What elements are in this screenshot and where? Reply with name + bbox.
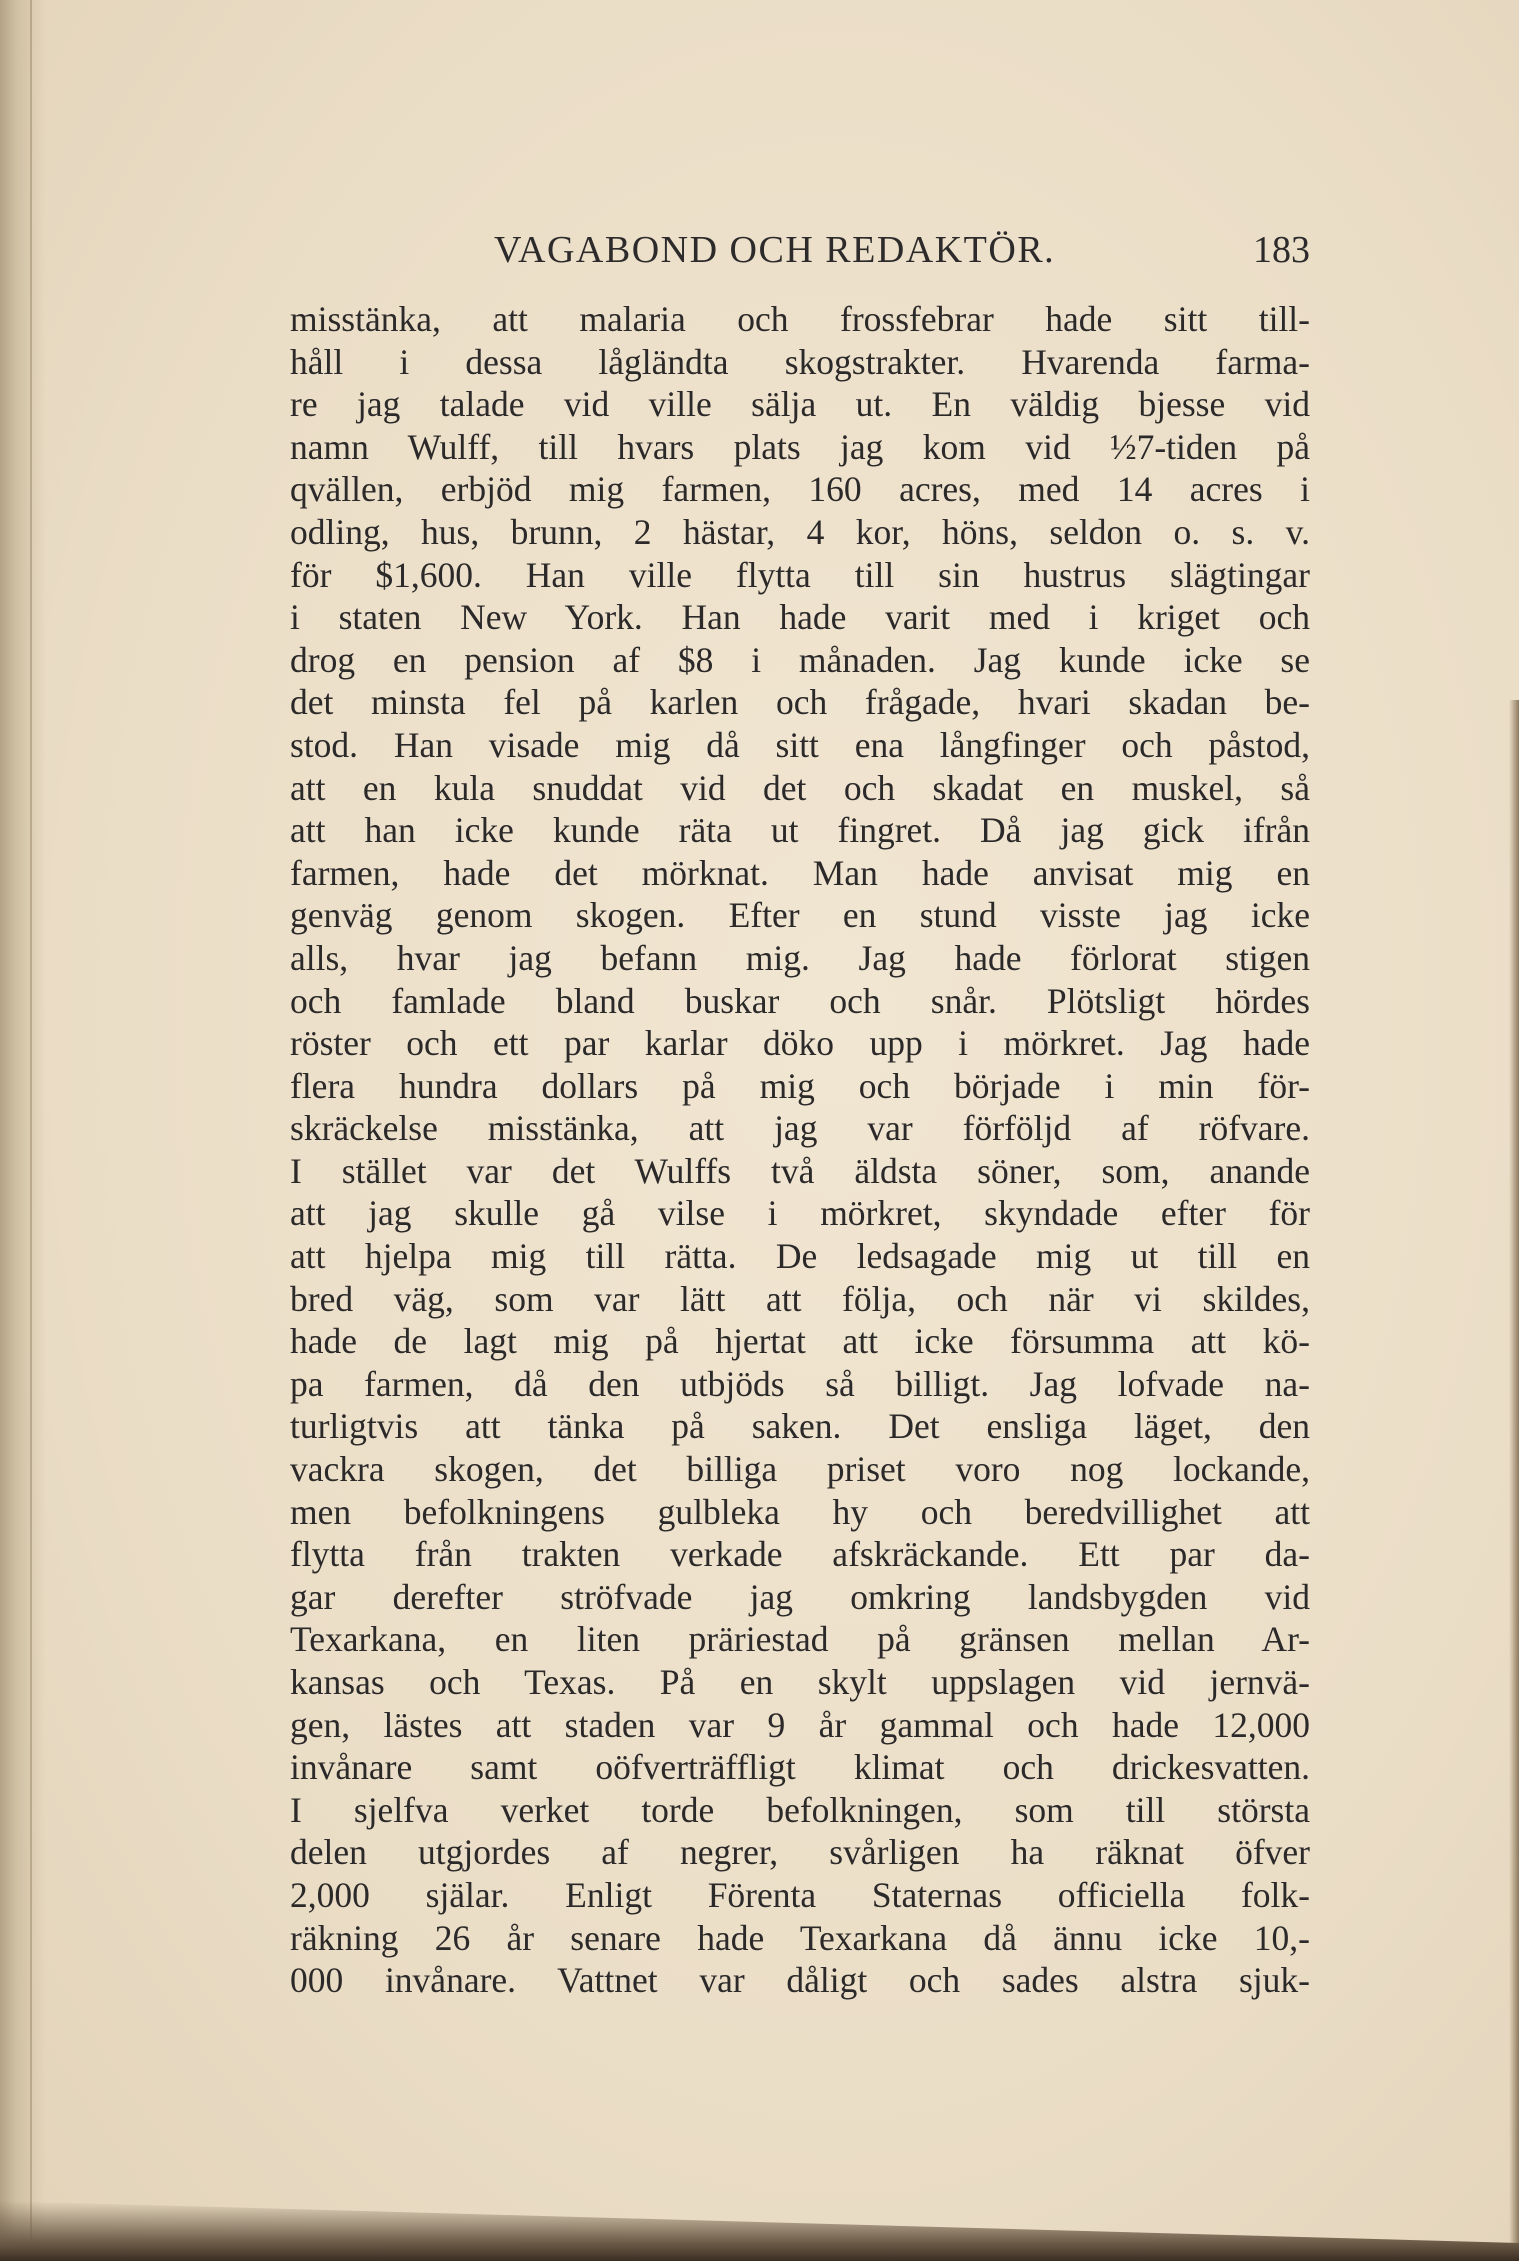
text-line: håll i dessa lågländta skogstrakter. Hvarenda farma- bbox=[290, 341, 1310, 382]
text-line: stod. Han visade mig då sitt ena långfinger och påstod, bbox=[290, 724, 1310, 765]
text-line: qvällen, erbjöd mig farmen, 160 acres, med 14 acres i bbox=[290, 469, 1310, 510]
text-line: 2,000 själar. Enligt Förenta Staternas officiella folk- bbox=[290, 1874, 1310, 1915]
text-line: namn Wulff, till hvars plats jag kom vid ½7-tiden på bbox=[290, 426, 1310, 467]
text-line: att hjelpa mig till rätta. De ledsagade mig ut till en bbox=[290, 1236, 1310, 1277]
text-line: misstänka, att malaria och frossfebrar hade sitt till- bbox=[290, 299, 1310, 339]
text-line: bred väg, som var lätt att följa, och när vi skildes, bbox=[290, 1278, 1310, 1319]
bottom-shadow bbox=[0, 2201, 1519, 2261]
text-line: skräckelse misstänka, att jag var förföljd af röfvare. bbox=[290, 1108, 1310, 1149]
text-line: farmen, hade det mörknat. Man hade anvisat mig en bbox=[290, 852, 1310, 893]
text-line: re jag talade vid ville sälja ut. En väldig bjesse vid bbox=[290, 384, 1310, 425]
text-line: drog en pension af $8 i månaden. Jag kunde icke se bbox=[290, 639, 1310, 680]
text-line: I sjelfva verket torde befolkningen, som till största bbox=[290, 1789, 1310, 1830]
text-line: det minsta fel på karlen och frågade, hvari skadan be- bbox=[290, 682, 1310, 723]
text-line: pa farmen, då den utbjöds så billigt. Jag lofvade na- bbox=[290, 1363, 1310, 1404]
text-line: genväg genom skogen. Efter en stund visste jag icke bbox=[290, 895, 1310, 936]
text-line: gen, lästes att staden var 9 år gammal och hade 12,000 bbox=[290, 1704, 1310, 1745]
text-line: räkning 26 år senare hade Texarkana då ännu icke 10,- bbox=[290, 1917, 1310, 1958]
text-line: att jag skulle gå vilse i mörkret, skyndade efter för bbox=[290, 1193, 1310, 1234]
text-line: att en kula snuddat vid det och skadat en muskel, så bbox=[290, 767, 1310, 808]
text-line: kansas och Texas. På en skylt uppslagen vid jernvä- bbox=[290, 1662, 1310, 1702]
text-line: odling, hus, brunn, 2 hästar, 4 kor, höns, seldon o. s. v. bbox=[290, 511, 1310, 552]
text-line: hade de lagt mig på hjertat att icke försumma att kö- bbox=[290, 1321, 1310, 1362]
text-line: alls, hvar jag befann mig. Jag hade förlorat stigen bbox=[290, 937, 1310, 978]
text-line: flytta från trakten verkade afskräckande. Ett par da- bbox=[290, 1534, 1310, 1575]
text-line: och famlade bland buskar och snår. Plötsligt hördes bbox=[290, 980, 1310, 1021]
page-number: 183 bbox=[1253, 229, 1310, 271]
text-line: flera hundra dollars på mig och började i min för- bbox=[290, 1065, 1310, 1106]
text-line: gar derefter ströfvade jag omkring landsbygden vid bbox=[290, 1576, 1310, 1617]
text-line: för $1,600. Han ville flytta till sin hustrus slägtingar bbox=[290, 554, 1310, 595]
text-line: röster och ett par karlar döko upp i mörkret. Jag hade bbox=[290, 1023, 1310, 1064]
running-head: VAGABOND OCH REDAKTÖR. bbox=[494, 229, 1056, 271]
text-line: invånare samt oöfverträffligt klimat och drickesvatten. bbox=[290, 1747, 1310, 1788]
text-line: men befolkningens gulbleka hy och beredvillighet att bbox=[290, 1491, 1310, 1532]
text-line: vackra skogen, det billiga priset voro nog lockande, bbox=[290, 1449, 1310, 1490]
binding-edge bbox=[30, 0, 32, 2261]
body-text bbox=[290, 298, 1310, 2002]
gutter-shadow bbox=[0, 0, 46, 2261]
text-line: att han icke kunde räta ut fingret. Då jag gick ifrån bbox=[290, 810, 1310, 851]
text-line: Texarkana, en liten präriestad på gränsen mellan Ar- bbox=[290, 1619, 1310, 1660]
page-edge bbox=[1509, 700, 1519, 2261]
page-header bbox=[290, 228, 1310, 288]
text-line: i staten New York. Han hade varit med i kriget och bbox=[290, 597, 1310, 638]
text-line: 000 invånare. Vattnet var dåligt och sades alstra sjuk- bbox=[290, 1960, 1310, 2001]
text-line: turligtvis att tänka på saken. Det ensliga läget, den bbox=[290, 1406, 1310, 1447]
text-line: delen utgjordes af negrer, svårligen ha räknat öfver bbox=[290, 1832, 1310, 1873]
text-line: I stället var det Wulffs två äldsta söner, som, anande bbox=[290, 1150, 1310, 1191]
